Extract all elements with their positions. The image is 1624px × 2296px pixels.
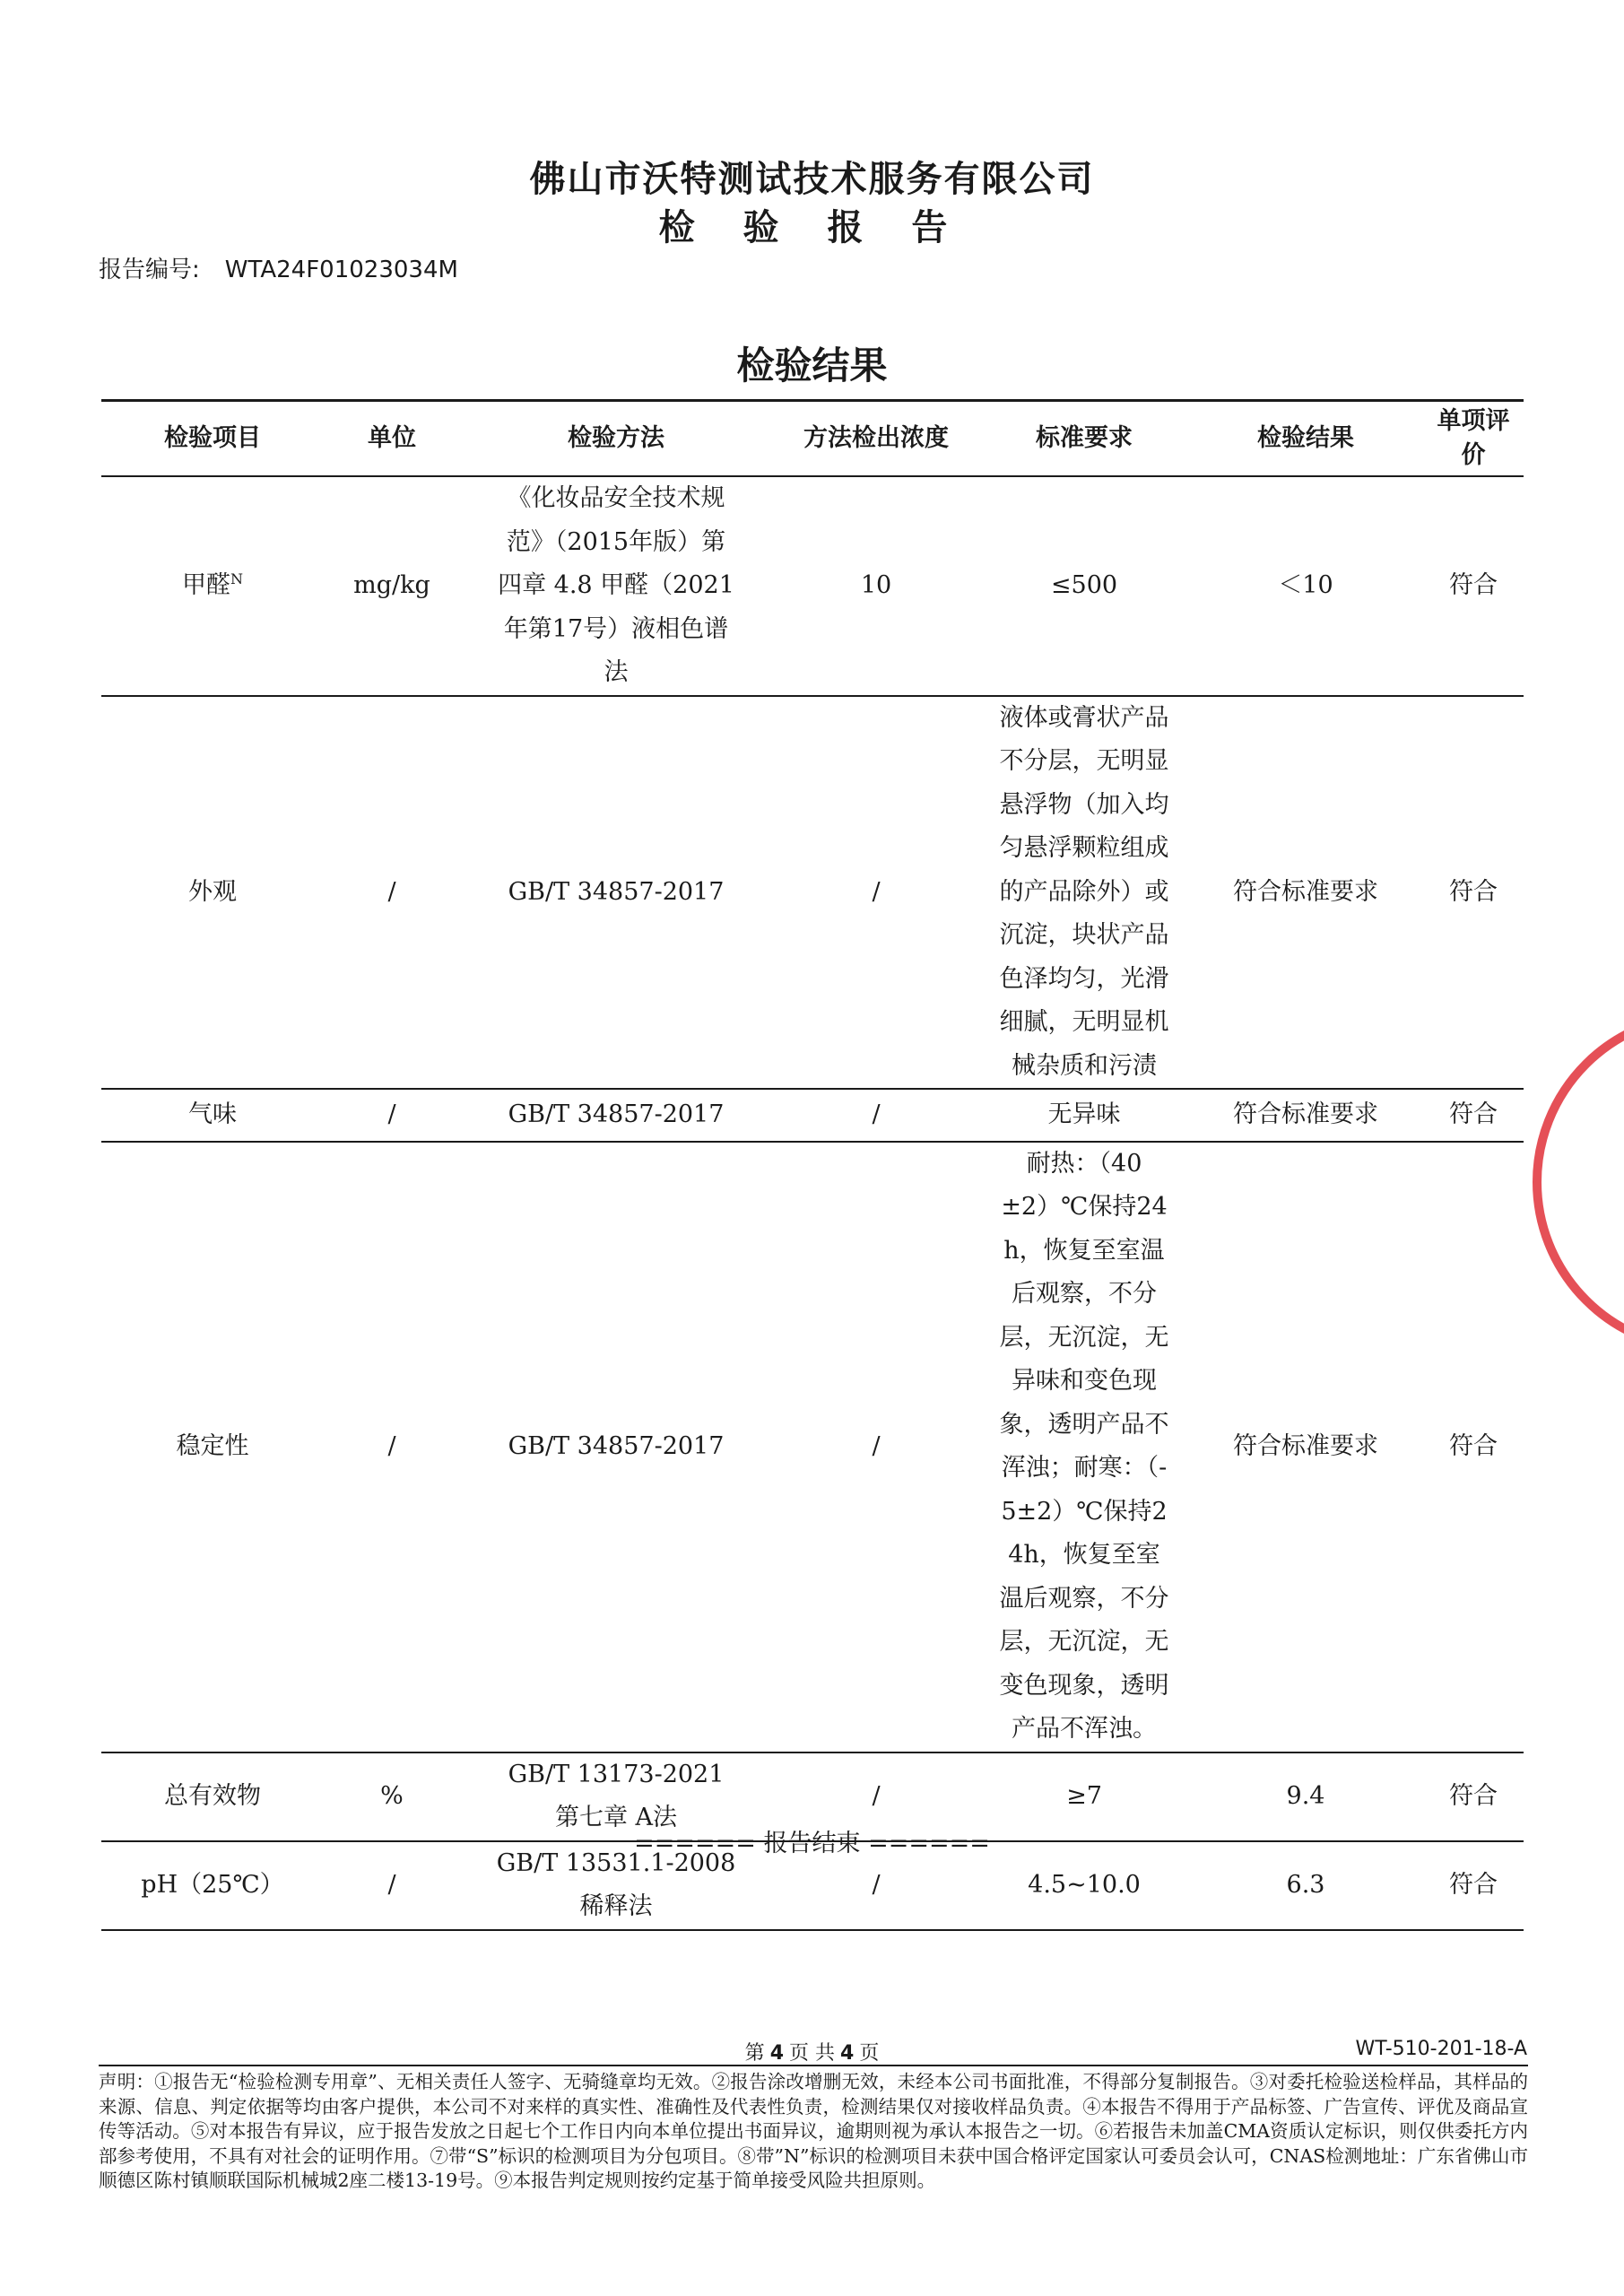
company-seal-icon (1524, 1003, 1624, 1361)
cell-item (101, 476, 324, 696)
cell-detection-limit: / (872, 1431, 881, 1460)
cell-evaluation: 符合 (1449, 1781, 1498, 1810)
cell-item: 稳定性 (176, 1431, 249, 1460)
cell-detection-limit: / (872, 1100, 881, 1128)
cell-requirement: ≥7 (1066, 1781, 1102, 1810)
cell-method: GB/T 13531.1-2008 稀释法 (496, 1848, 736, 1920)
header-unit: 单位 (368, 424, 416, 452)
item-mark: N (230, 570, 243, 587)
header-result: 检验结果 (1257, 424, 1354, 452)
cell-method: GB/T 34857-2017 (508, 1431, 725, 1460)
form-number: WT-510-201-18-A (1355, 2038, 1527, 2060)
total-pages: 4 (840, 2042, 855, 2065)
section-title: 检验结果 (736, 344, 888, 387)
report-number-value: WTA24F01023034M (224, 257, 458, 283)
cell-evaluation: 符合 (1449, 1100, 1498, 1128)
page-indicator: 第 4 页 共 4 页 (744, 2042, 880, 2065)
cell-method: GB/T 34857-2017 (508, 877, 725, 906)
cell-result: 9.4 (1286, 1781, 1325, 1810)
cell-evaluation: 符合 (1449, 1870, 1498, 1899)
report-number (99, 251, 458, 284)
cell-evaluation: 符合 (1449, 877, 1498, 906)
cell-method: GB/T 13173-2021 第七章 A法 (508, 1760, 725, 1831)
cell-unit: / (387, 1870, 396, 1899)
header-requirement: 标准要求 (1036, 424, 1133, 452)
cell-requirement: 耐热：（40±2）℃保持24h，恢复至室温后观察，不分层，无沉淀，无异味和变色现象，透明产品不浑浊；耐寒：（-5±2）℃保持24h，恢复至室温后观察，不分层，无沉淀，无变色现象，透明产品不浑浊。 (999, 1149, 1169, 1743)
cell-unit: / (387, 1100, 396, 1128)
current-page: 4 (769, 2042, 784, 2065)
cell-item: 总有效物 (164, 1781, 261, 1810)
statement-footnote: 声明：①报告无“检验检测专用章”、无相关责任人签字、无骑缝章均无效。②报告涂改增删无效，未经本公司书面批准，不得部分复制报告。③对委托检验送检样品，其样品的来源、信息、判定依据等均由客户提供，本公司不对来样的真实性、准确性及代表性负责，检测结果仅对接收样品负责。④本报告不得用于产品标签、广告宣传、评优及商品宣传等活动。⑤对本报告有异议，应于报告发放之日起七个工作日内向本单位提出书面异议，逾期则视为承认本报告之一切。⑥若报告未加盖CMA资质认定标识，则仅供委托方内部参考使用，不具有对社会的证明作用。⑦带“S”标识的检测项目为分包项目。⑧带”N”标识的检测项目未获中国合格评定国家认可委员会认可，CNAS检测地址：广东省佛山市顺德区陈村镇顺联国际机械城2座二楼13-19号。⑨本报告判定规则按约定基于简单接受风险共担原则。 (99, 2071, 1528, 2191)
document-title: 检 验 报 告 (658, 207, 966, 248)
cell-detection-limit: / (872, 1781, 881, 1810)
cell-unit: mg/kg (353, 571, 430, 599)
cell-result: 符合标准要求 (1233, 1431, 1378, 1460)
cell-result: 6.3 (1286, 1870, 1325, 1899)
cell-evaluation: 符合 (1449, 1431, 1498, 1460)
table-header-row (101, 401, 1524, 477)
cell-unit: / (387, 1431, 396, 1460)
cell-requirement: ≤500 (1050, 571, 1118, 599)
table-row (101, 1142, 1524, 1752)
cell-result: 符合标准要求 (1233, 877, 1378, 906)
report-end-marker: ====== 报告结束 ====== (634, 1830, 990, 1857)
cell-detection-limit: / (872, 877, 881, 906)
cell-method: 《化妆品安全技术规范》（2015年版）第四章 4.8 甲醛（2021年第17号）液相色谱法 (498, 484, 734, 686)
header-detection-limit: 方法检出浓度 (803, 424, 949, 452)
footer-divider (99, 2065, 1528, 2066)
cell-result: 符合标准要求 (1233, 1100, 1378, 1128)
report-number-label: 报告编号: (99, 257, 200, 283)
cell-item: pH（25℃） (141, 1870, 284, 1899)
cell-detection-limit: / (872, 1870, 881, 1899)
item-name: 甲醛 (182, 571, 230, 599)
cell-detection-limit: 10 (860, 571, 892, 599)
cell-requirement: 4.5~10.0 (1028, 1870, 1141, 1899)
company-name: 佛山市沃特测试技术服务有限公司 (529, 159, 1095, 200)
cell-evaluation: 符合 (1449, 571, 1498, 599)
results-table (101, 399, 1524, 1931)
header-evaluation: 单项评价 (1437, 407, 1510, 469)
cell-unit: / (387, 877, 396, 906)
cell-method: GB/T 34857-2017 (508, 1100, 725, 1128)
header-item: 检验项目 (164, 424, 261, 452)
header-method: 检验方法 (568, 424, 664, 452)
cell-item: 气味 (188, 1100, 237, 1128)
table-row (101, 696, 1524, 1090)
cell-requirement: 液体或膏状产品不分层，无明显悬浮物（加入均匀悬浮颗粒组成的产品除外）或沉淀，块状产品色泽均匀，光滑细腻，无明显机械杂质和污渍 (999, 703, 1169, 1080)
cell-result: ＜10 (1278, 571, 1333, 599)
cell-item: 外观 (188, 877, 237, 906)
table-row (101, 476, 1524, 696)
cell-unit: % (380, 1781, 404, 1810)
cell-requirement: 无异味 (1047, 1100, 1121, 1128)
table-row (101, 1089, 1524, 1142)
